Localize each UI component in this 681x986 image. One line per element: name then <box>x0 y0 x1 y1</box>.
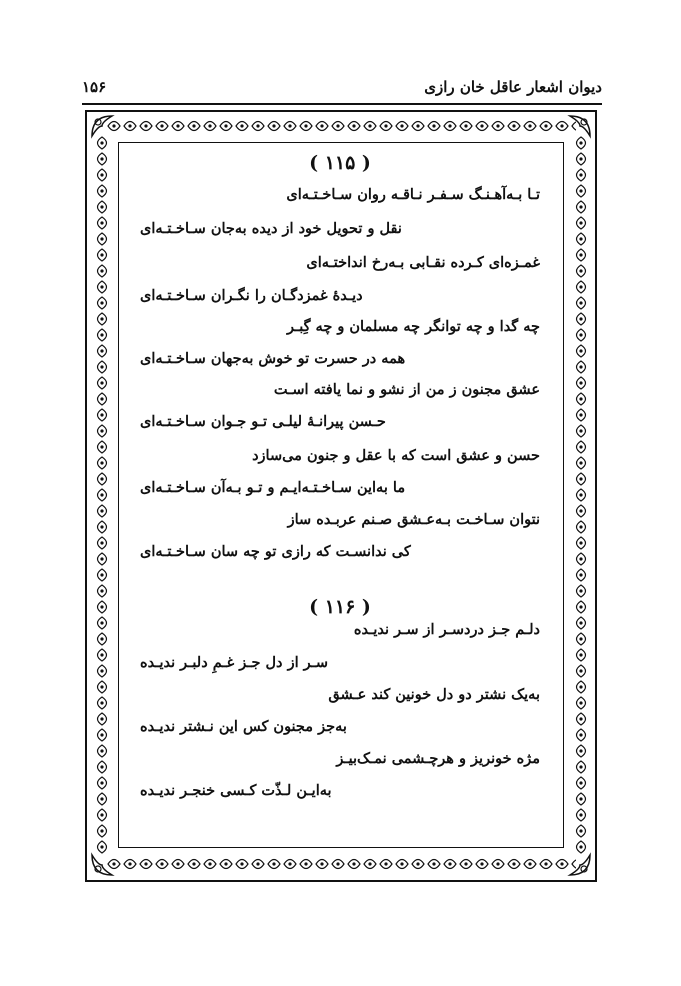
poem-number: ( ۱۱۶ ) <box>309 596 371 618</box>
ornament-border-right <box>569 135 593 855</box>
ornament-border-top <box>106 115 576 137</box>
corner-ornament-icon <box>88 112 116 140</box>
page-number: ۱۵۶ <box>82 78 107 96</box>
poem-number: ( ۱۱۵ ) <box>309 152 371 174</box>
verse-line: حسن و عشق است که با عقل و جنون می‌سازد <box>252 447 540 464</box>
verse-line: حـسن پیرانـۀ لیلـی تـو جـوان سـاخـتـه‌ای <box>140 413 386 430</box>
verse-line: دلـم جـز دردسـر از سـر ندیـده <box>353 621 540 638</box>
verse-line: دیـدۀ غمزدگـان را نگـران سـاخـتـه‌ای <box>140 287 363 304</box>
verse-line: تـا بـه‌آهـنـگ سـفـر نـاقـه روان سـاخـتـه‌ای <box>286 186 540 203</box>
verse-line: همه در حسرت تو خوش به‌جهان سـاخـتـه‌ای <box>140 350 406 367</box>
verse-line: به‌جز مجنون کس این نـشتر ندیـده <box>140 718 347 735</box>
corner-ornament-icon <box>566 851 594 879</box>
verse-line: چه گدا و چه توانگر چه مسلمان و چه گِبـر <box>286 318 540 335</box>
verse-line: عشق مجنون ز من از نشو و نما یافته اسـت <box>273 381 540 398</box>
verse-line: به‌یک نشتر دو دل خونین کند عـشق <box>328 686 540 703</box>
ornament-border-bottom <box>106 853 576 875</box>
book-title: دیوان اشعار عاقل خان رازی <box>424 78 602 96</box>
running-header <box>82 78 602 100</box>
verse-line: ما به‌این سـاخـتـه‌ایـم و تـو بـه‌آن سـاخـتـه‌ای <box>140 479 406 496</box>
corner-ornament-icon <box>88 851 116 879</box>
verse-line: غمـزه‌ای کـرده نقـابی بـه‌رخ انداختـه‌ای <box>306 254 540 271</box>
verse-line: نقل و تحویل خود از دیده به‌جان سـاخـتـه‌ای <box>140 220 402 237</box>
verse-line: سـر از دل جـز غـمِ دلبـر ندیـده <box>140 654 329 671</box>
verse-line: نتوان سـاخـت بـه‌عـشق صـنم عربـده ساز <box>287 511 540 528</box>
verse-line: به‌ایـن لـذّت کـسی خنجـر ندیـده <box>140 782 332 799</box>
corner-ornament-icon <box>566 112 594 140</box>
verse-line: مژه خونریز و هرچـشمی نمـک‌بیـز <box>336 750 540 767</box>
header-rule <box>82 103 602 105</box>
ornament-border-left <box>90 135 114 855</box>
verse-line: کی ندانسـت که رازی تو چه سان سـاخـتـه‌ای <box>140 543 411 560</box>
